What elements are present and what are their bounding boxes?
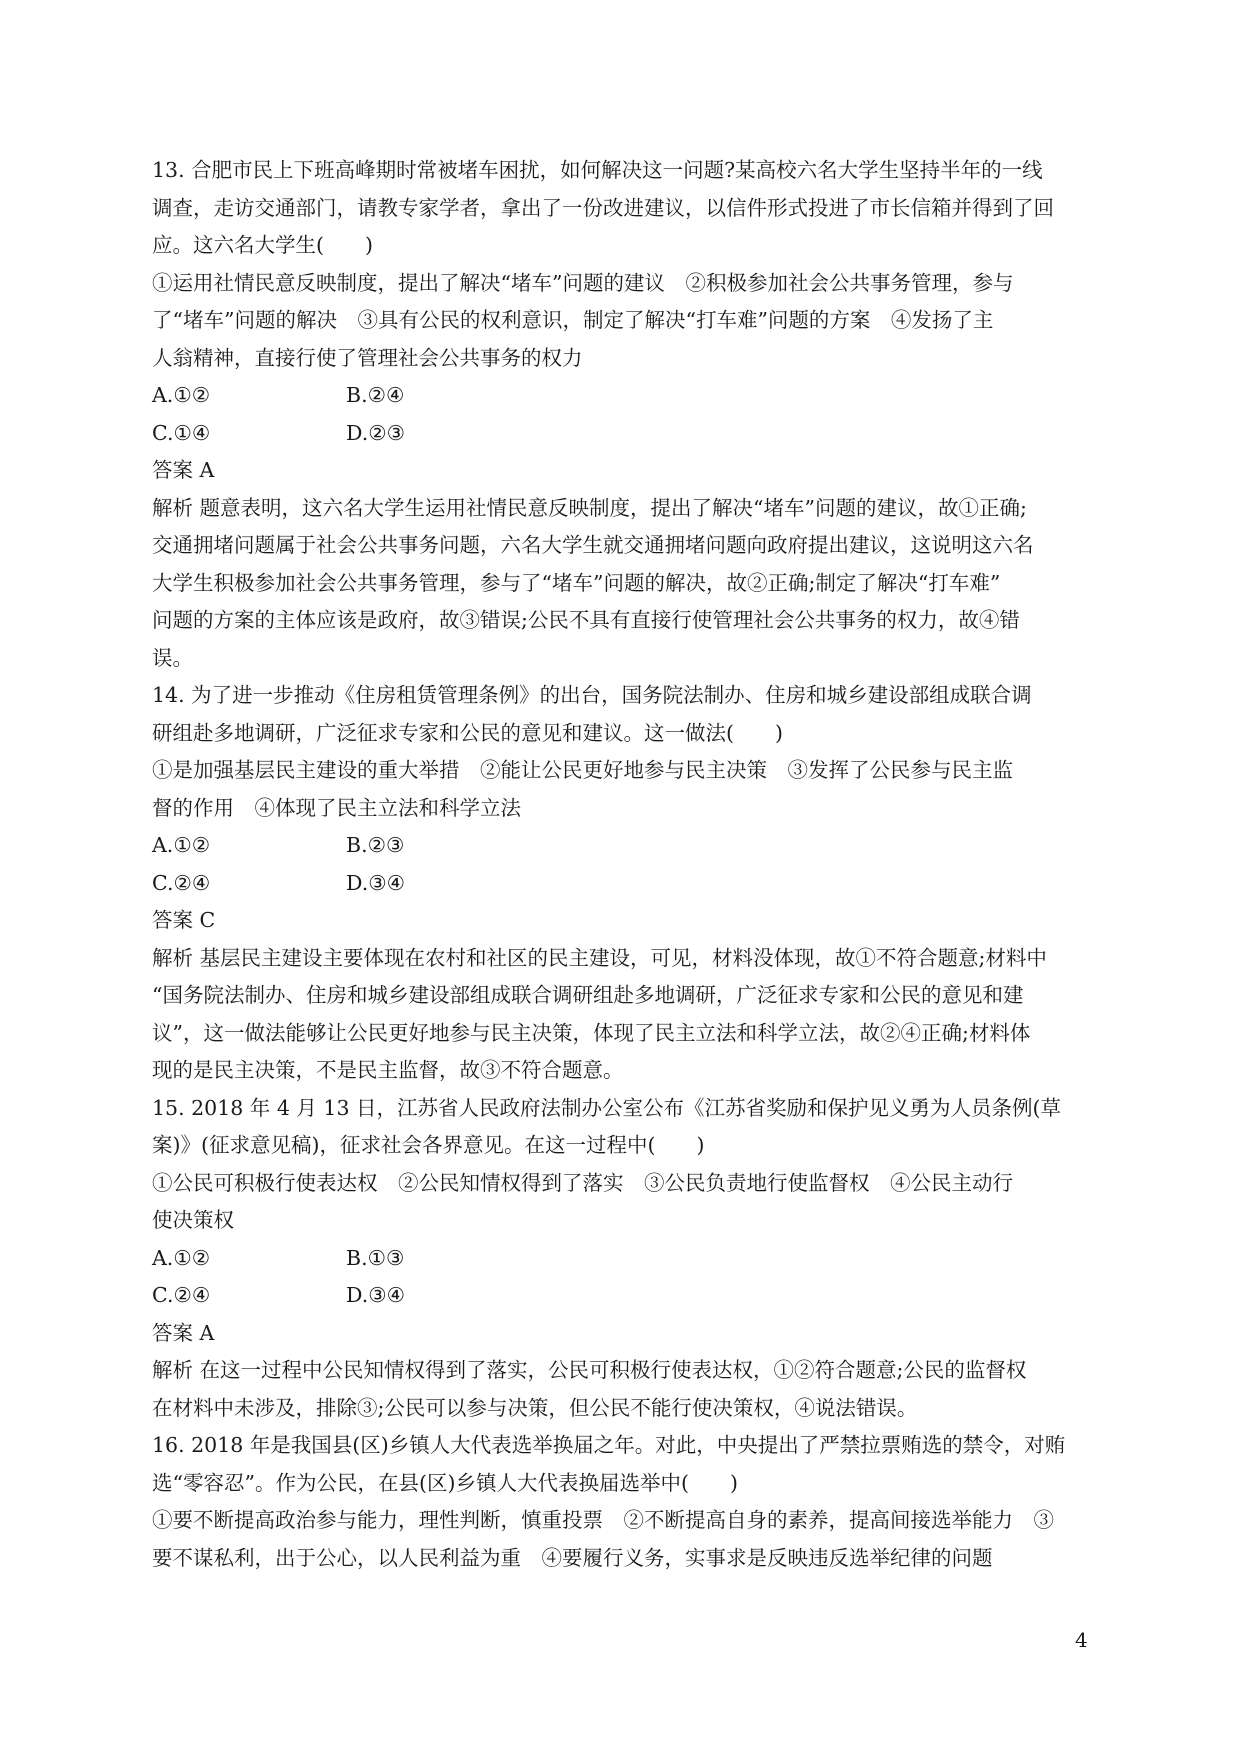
question-13-statement: ①运用社情民意反映制度，提出了解决“堵车”问题的建议 ②积极参加社会公共事务管理，参与 xyxy=(152,270,1014,295)
question-16-statement: ①要不断提高政治参与能力，理性判断，慎重投票 ②不断提高自身的素养，提高间接选举能力 ③ xyxy=(152,1508,1054,1532)
question-15-options-row-1 xyxy=(152,1240,1087,1278)
question-13-line: 13. 合肥市民上下班高峰期时常被堵车困扰，如何解决这一问题?某高校六名大学生坚持半年的一线 xyxy=(152,158,1043,182)
question-13-statement: 了“堵车”问题的解决 ③具有公民的权利意识，制定了解决“打车难”问题的方案 ④发扬了主 xyxy=(152,308,994,332)
question-13-analysis: 交通拥堵问题属于社会公共事务问题，六名大学生就交通拥堵问题向政府提出建议，这说明这六名 xyxy=(152,533,1034,557)
question-13-line: 调查，走访交通部门，请教专家学者，拿出了一份改进建议，以信件形式投进了市长信箱并得到了回 xyxy=(152,195,1054,220)
question-13-analysis: 问题的方案的主体应该是政府，故③错误;公民不具有直接行使管理社会公共事务的权力，故④错 xyxy=(152,608,1020,632)
question-13-analysis: 解析 题意表明，这六名大学生运用社情民意反映制度，提出了解决“堵车”问题的建议，故①正确; xyxy=(152,495,1027,520)
question-14-analysis: 解析 基层民主建设主要体现在农村和社区的民主建设，可见，材料没体现，故①不符合题意;材料中 xyxy=(152,945,1047,970)
option-a: A.①② xyxy=(152,833,211,857)
question-14-statement: ①是加强基层民主建设的重大举措 ②能让公民更好地参与民主决策 ③发挥了公民参与民主监 xyxy=(152,758,1013,782)
question-14-statement: 督的作用 ④体现了民主立法和科学立法 xyxy=(152,795,521,820)
question-13-statement: 人翁精神，直接行使了管理社会公共事务的权力 xyxy=(152,345,583,370)
question-15-line: 15. 2018 年 4 月 13 日，江苏省人民政府法制办公室公布《江苏省奖励和保护见义勇为人员条例(草 xyxy=(152,1095,1061,1120)
question-13-options-row-2 xyxy=(152,415,1087,453)
option-d: D.②③ xyxy=(346,420,405,445)
option-b: B.②③ xyxy=(346,833,405,857)
option-c: C.②④ xyxy=(152,870,211,895)
question-16-line: 16. 2018 年是我国县(区)乡镇人大代表选举换届之年。对此，中央提出了严禁拉票贿选的禁令，对贿 xyxy=(152,1433,1066,1457)
option-b: B.①③ xyxy=(346,1245,405,1270)
page-content xyxy=(152,152,1087,1577)
option-a: A.①② xyxy=(152,383,211,407)
question-16-statement: 要不谋私利，出于公心，以人民利益为重 ④要履行义务，实事求是反映违反选举纪律的问题 xyxy=(152,1545,993,1570)
question-13-analysis: 误。 xyxy=(152,645,193,670)
question-13-line: 应。这六名大学生( ) xyxy=(152,233,373,257)
question-13-analysis: 大学生积极参加社会公共事务管理，参与了“堵车”问题的解决，故②正确;制定了解决“打车难” xyxy=(152,570,1001,595)
question-13 xyxy=(152,152,1087,677)
option-c: C.②④ xyxy=(152,1283,211,1307)
question-15-statement: 使决策权 xyxy=(152,1208,234,1232)
question-13-answer: 答案 A xyxy=(152,458,215,482)
question-15 xyxy=(152,1090,1087,1428)
question-14 xyxy=(152,677,1087,1090)
question-15-statement: ①公民可积极行使表达权 ②公民知情权得到了落实 ③公民负责地行使监督权 ④公民主动行 xyxy=(152,1170,1013,1195)
question-15-options-row-2 xyxy=(152,1277,1087,1315)
question-14-options-row-1 xyxy=(152,827,1087,865)
option-b: B.②④ xyxy=(346,383,405,407)
question-14-analysis: 现的是民主决策，不是民主监督，故③不符合题意。 xyxy=(152,1058,624,1082)
option-a: A.①② xyxy=(152,1245,211,1270)
question-14-answer: 答案 C xyxy=(152,908,216,932)
question-16 xyxy=(152,1427,1087,1577)
question-14-analysis: “国务院法制办、住房和城乡建设部组成联合调研组赴多地调研，广泛征求专家和公民的意见和建 xyxy=(152,983,1024,1007)
question-14-options-row-2 xyxy=(152,865,1087,903)
question-14-line: 研组赴多地调研，广泛征求专家和公民的意见和建议。这一做法( ) xyxy=(152,720,783,745)
question-15-answer: 答案 A xyxy=(152,1320,215,1345)
question-15-analysis: 解析 在这一过程中公民知情权得到了落实，公民可积极行使表达权，①②符合题意;公民的监督权 xyxy=(152,1358,1027,1382)
question-13-options-row-1 xyxy=(152,377,1087,415)
question-15-analysis: 在材料中未涉及，排除③;公民可以参与决策，但公民不能行使决策权，④说法错误。 xyxy=(152,1395,918,1420)
page-number: 4 xyxy=(1075,1628,1088,1652)
question-15-line: 案)》(征求意见稿)，征求社会各界意见。在这一过程中( ) xyxy=(152,1133,705,1157)
question-16-line: 选“零容忍”。作为公民，在县(区)乡镇人大代表换届选举中( ) xyxy=(152,1470,738,1495)
question-14-line: 14. 为了进一步推动《住房租赁管理条例》的出台，国务院法制办、住房和城乡建设部组成联合调 xyxy=(152,683,1032,707)
option-d: D.③④ xyxy=(346,1283,405,1307)
question-14-analysis: 议”，这一做法能够让公民更好地参与民主决策，体现了民主立法和科学立法，故②④正确;材料体 xyxy=(152,1020,1031,1045)
option-c: C.①④ xyxy=(152,420,211,445)
option-d: D.③④ xyxy=(346,870,405,895)
